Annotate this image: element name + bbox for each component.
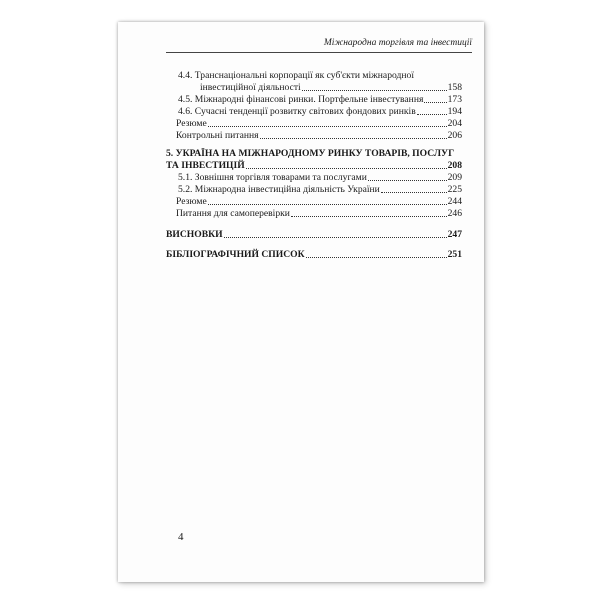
- toc-page-number: 251: [447, 249, 462, 260]
- toc-entry-5-2: [166, 184, 462, 196]
- toc-page-number: 209: [447, 172, 462, 183]
- toc-entry-text: 5.2. Міжнародна інвестиційна діяльність України: [178, 184, 380, 195]
- toc-page-number: 244: [447, 196, 462, 207]
- toc-entry-text: Резюме: [176, 196, 207, 207]
- toc-page-number: 246: [447, 208, 462, 219]
- leader-dots: [208, 126, 447, 127]
- toc-page-number: 158: [447, 82, 462, 93]
- toc-entry-text: БІБЛІОГРАФІЧНИЙ СПИСОК: [166, 249, 305, 260]
- toc-page-number: 194: [447, 106, 462, 117]
- leader-dots: [302, 90, 447, 91]
- header-rule: [166, 52, 472, 53]
- toc-entry-text: Питання для самоперевірки: [176, 208, 290, 219]
- toc-entry-resume-5: [166, 196, 462, 208]
- toc-entry-text: 5.1. Зовнішня торгівля товарами та послугами: [178, 172, 367, 183]
- toc-page-number: 206: [447, 130, 462, 141]
- toc-entry-text-line1: 4.4. Транснаціональні корпорації як суб'єкти міжнародної: [178, 70, 414, 81]
- toc-entry-resume-4: [166, 118, 462, 130]
- toc-chapter-5: [166, 148, 462, 172]
- toc-entry-4-4: [166, 70, 462, 94]
- table-of-contents: [166, 70, 462, 261]
- leader-dots: [306, 257, 447, 258]
- toc-entry-text: Резюме: [176, 118, 207, 129]
- toc-entry-text: Контрольні питання: [176, 130, 259, 141]
- toc-entry-text-line2: інвестиційної діяльності: [200, 82, 301, 93]
- toc-chapter-title-line1: 5. УКРАЇНА НА МІЖНАРОДНОМУ РИНКУ ТОВАРІВ, ПОСЛУГ: [166, 148, 455, 159]
- toc-entry-4-5: [166, 94, 462, 106]
- leader-dots: [208, 204, 447, 205]
- leader-dots: [424, 102, 446, 103]
- toc-entry-conclusions: [166, 229, 462, 241]
- toc-page-number: 247: [447, 229, 462, 240]
- toc-entry-control-questions: [166, 130, 462, 142]
- toc-chapter-title-line2: ТА ІНВЕСТИЦІЙ: [166, 160, 245, 171]
- running-head: Міжнародна торгівля та інвестиції: [323, 38, 472, 48]
- toc-entry-text: 4.6. Сучасні тенденції розвитку світових фондових ринків: [178, 106, 416, 117]
- page-number: 4: [178, 531, 184, 543]
- leader-dots: [260, 138, 447, 139]
- leader-dots: [381, 192, 447, 193]
- toc-page-number: 225: [447, 184, 462, 195]
- toc-entry-text: ВИСНОВКИ: [166, 229, 223, 240]
- toc-entry-5-1: [166, 172, 462, 184]
- toc-entry-4-6: [166, 106, 462, 118]
- leader-dots: [417, 114, 447, 115]
- leader-dots: [246, 168, 447, 169]
- toc-page-number: 173: [447, 94, 462, 105]
- leader-dots: [224, 237, 447, 238]
- toc-entry-bibliography: [166, 249, 462, 261]
- leader-dots: [291, 216, 447, 217]
- leader-dots: [368, 180, 447, 181]
- toc-entry-self-check: [166, 208, 462, 220]
- toc-page-number: 208: [447, 160, 462, 171]
- toc-page-number: 204: [447, 118, 462, 129]
- toc-entry-text: 4.5. Міжнародні фінансові ринки. Портфельне інвестування: [178, 94, 424, 105]
